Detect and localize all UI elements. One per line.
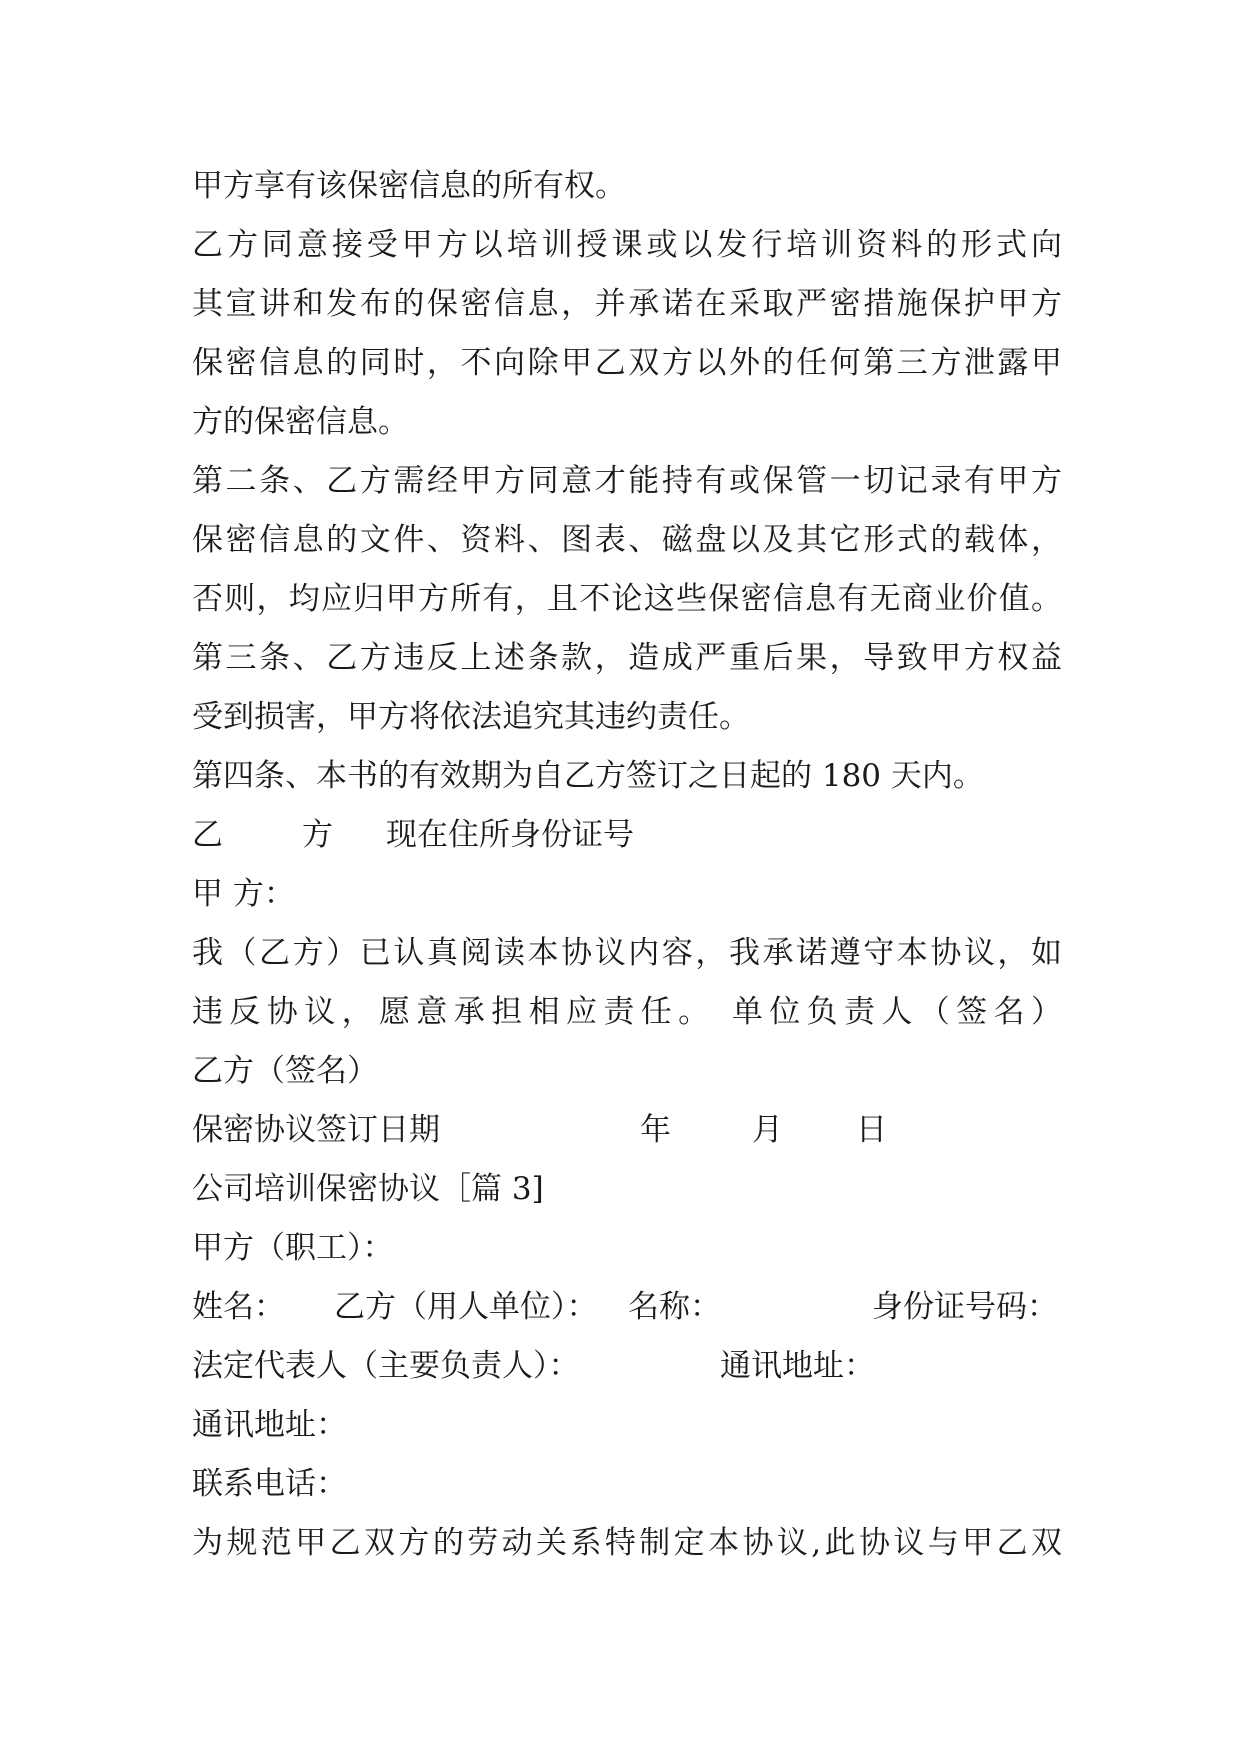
document-body bbox=[192, 157, 1062, 1573]
label-address-id: 现在住所身份证号 bbox=[386, 817, 634, 853]
company-name-label: 名称： bbox=[628, 1289, 721, 1325]
paragraph-line: 其宣讲和发布的保密信息，并承诺在采取严密措施保护甲方 bbox=[192, 286, 1062, 322]
party-a-employee-label: 甲方（职工）： bbox=[192, 1230, 394, 1266]
paragraph-line: 我（乙方）已认真阅读本协议内容，我承诺遵守本协议，如 bbox=[192, 935, 1062, 971]
paragraph-line: 保密信息的文件、资料、图表、磁盘以及其它形式的载体， bbox=[192, 522, 1062, 558]
legal-representative-label: 法定代表人（主要负责人）： bbox=[192, 1348, 580, 1384]
signature-line-party-b bbox=[192, 806, 1062, 865]
paragraph-line: 第四条、本书的有效期为自乙方签订之日起的 180 天内。 bbox=[192, 758, 984, 794]
name-label: 姓名： bbox=[192, 1289, 285, 1325]
paragraph-line: 受到损害，甲方将依法追究其违约责任。 bbox=[192, 699, 750, 735]
id-number-label: 身份证号码： bbox=[872, 1289, 1058, 1325]
paragraph-line: 保密信息的同时，不向除甲乙双方以外的任何第三方泄露甲 bbox=[192, 345, 1062, 381]
mailing-address-label: 通讯地址： bbox=[720, 1348, 875, 1384]
party-info-line bbox=[192, 1278, 1062, 1337]
month-label: 月 bbox=[752, 1112, 783, 1148]
paragraph-line: 甲方享有该保密信息的所有权。 bbox=[192, 168, 626, 204]
employer-label: 乙方（用人单位）： bbox=[334, 1289, 598, 1325]
paragraph-line: 乙方同意接受甲方以培训授课或以发行培训资料的形式向 bbox=[192, 227, 1062, 263]
paragraph-line: 为规范甲乙双方的劳动关系特制定本协议,此协议与甲乙双 bbox=[192, 1525, 1062, 1561]
label-yi: 乙 bbox=[192, 817, 223, 853]
paragraph-line: 违反协议，愿意承担相应责任。 单位负责人（签名） bbox=[192, 994, 1062, 1030]
signing-date-label: 保密协议签订日期 bbox=[192, 1112, 440, 1148]
label-fang: 方 bbox=[302, 817, 333, 853]
year-label: 年 bbox=[640, 1112, 671, 1148]
party-a-label: 甲 方： bbox=[192, 876, 295, 912]
paragraph-line: 否则，均应归甲方所有，且不论这些保密信息有无商业价值。 bbox=[192, 581, 1062, 617]
section-title: 公司培训保密协议［篇 3] bbox=[192, 1171, 544, 1207]
mailing-address-label: 通讯地址： bbox=[192, 1407, 347, 1443]
representative-line bbox=[192, 1337, 1062, 1396]
paragraph-line: 第二条、乙方需经甲方同意才能持有或保管一切记录有甲方 bbox=[192, 463, 1062, 499]
signing-date-line bbox=[192, 1101, 1062, 1160]
paragraph-line: 方的保密信息。 bbox=[192, 404, 409, 440]
day-label: 日 bbox=[856, 1112, 887, 1148]
party-b-signature-label: 乙方（签名） bbox=[192, 1053, 378, 1089]
paragraph-line: 第三条、乙方违反上述条款，造成严重后果，导致甲方权益 bbox=[192, 640, 1062, 676]
phone-label: 联系电话： bbox=[192, 1466, 347, 1502]
